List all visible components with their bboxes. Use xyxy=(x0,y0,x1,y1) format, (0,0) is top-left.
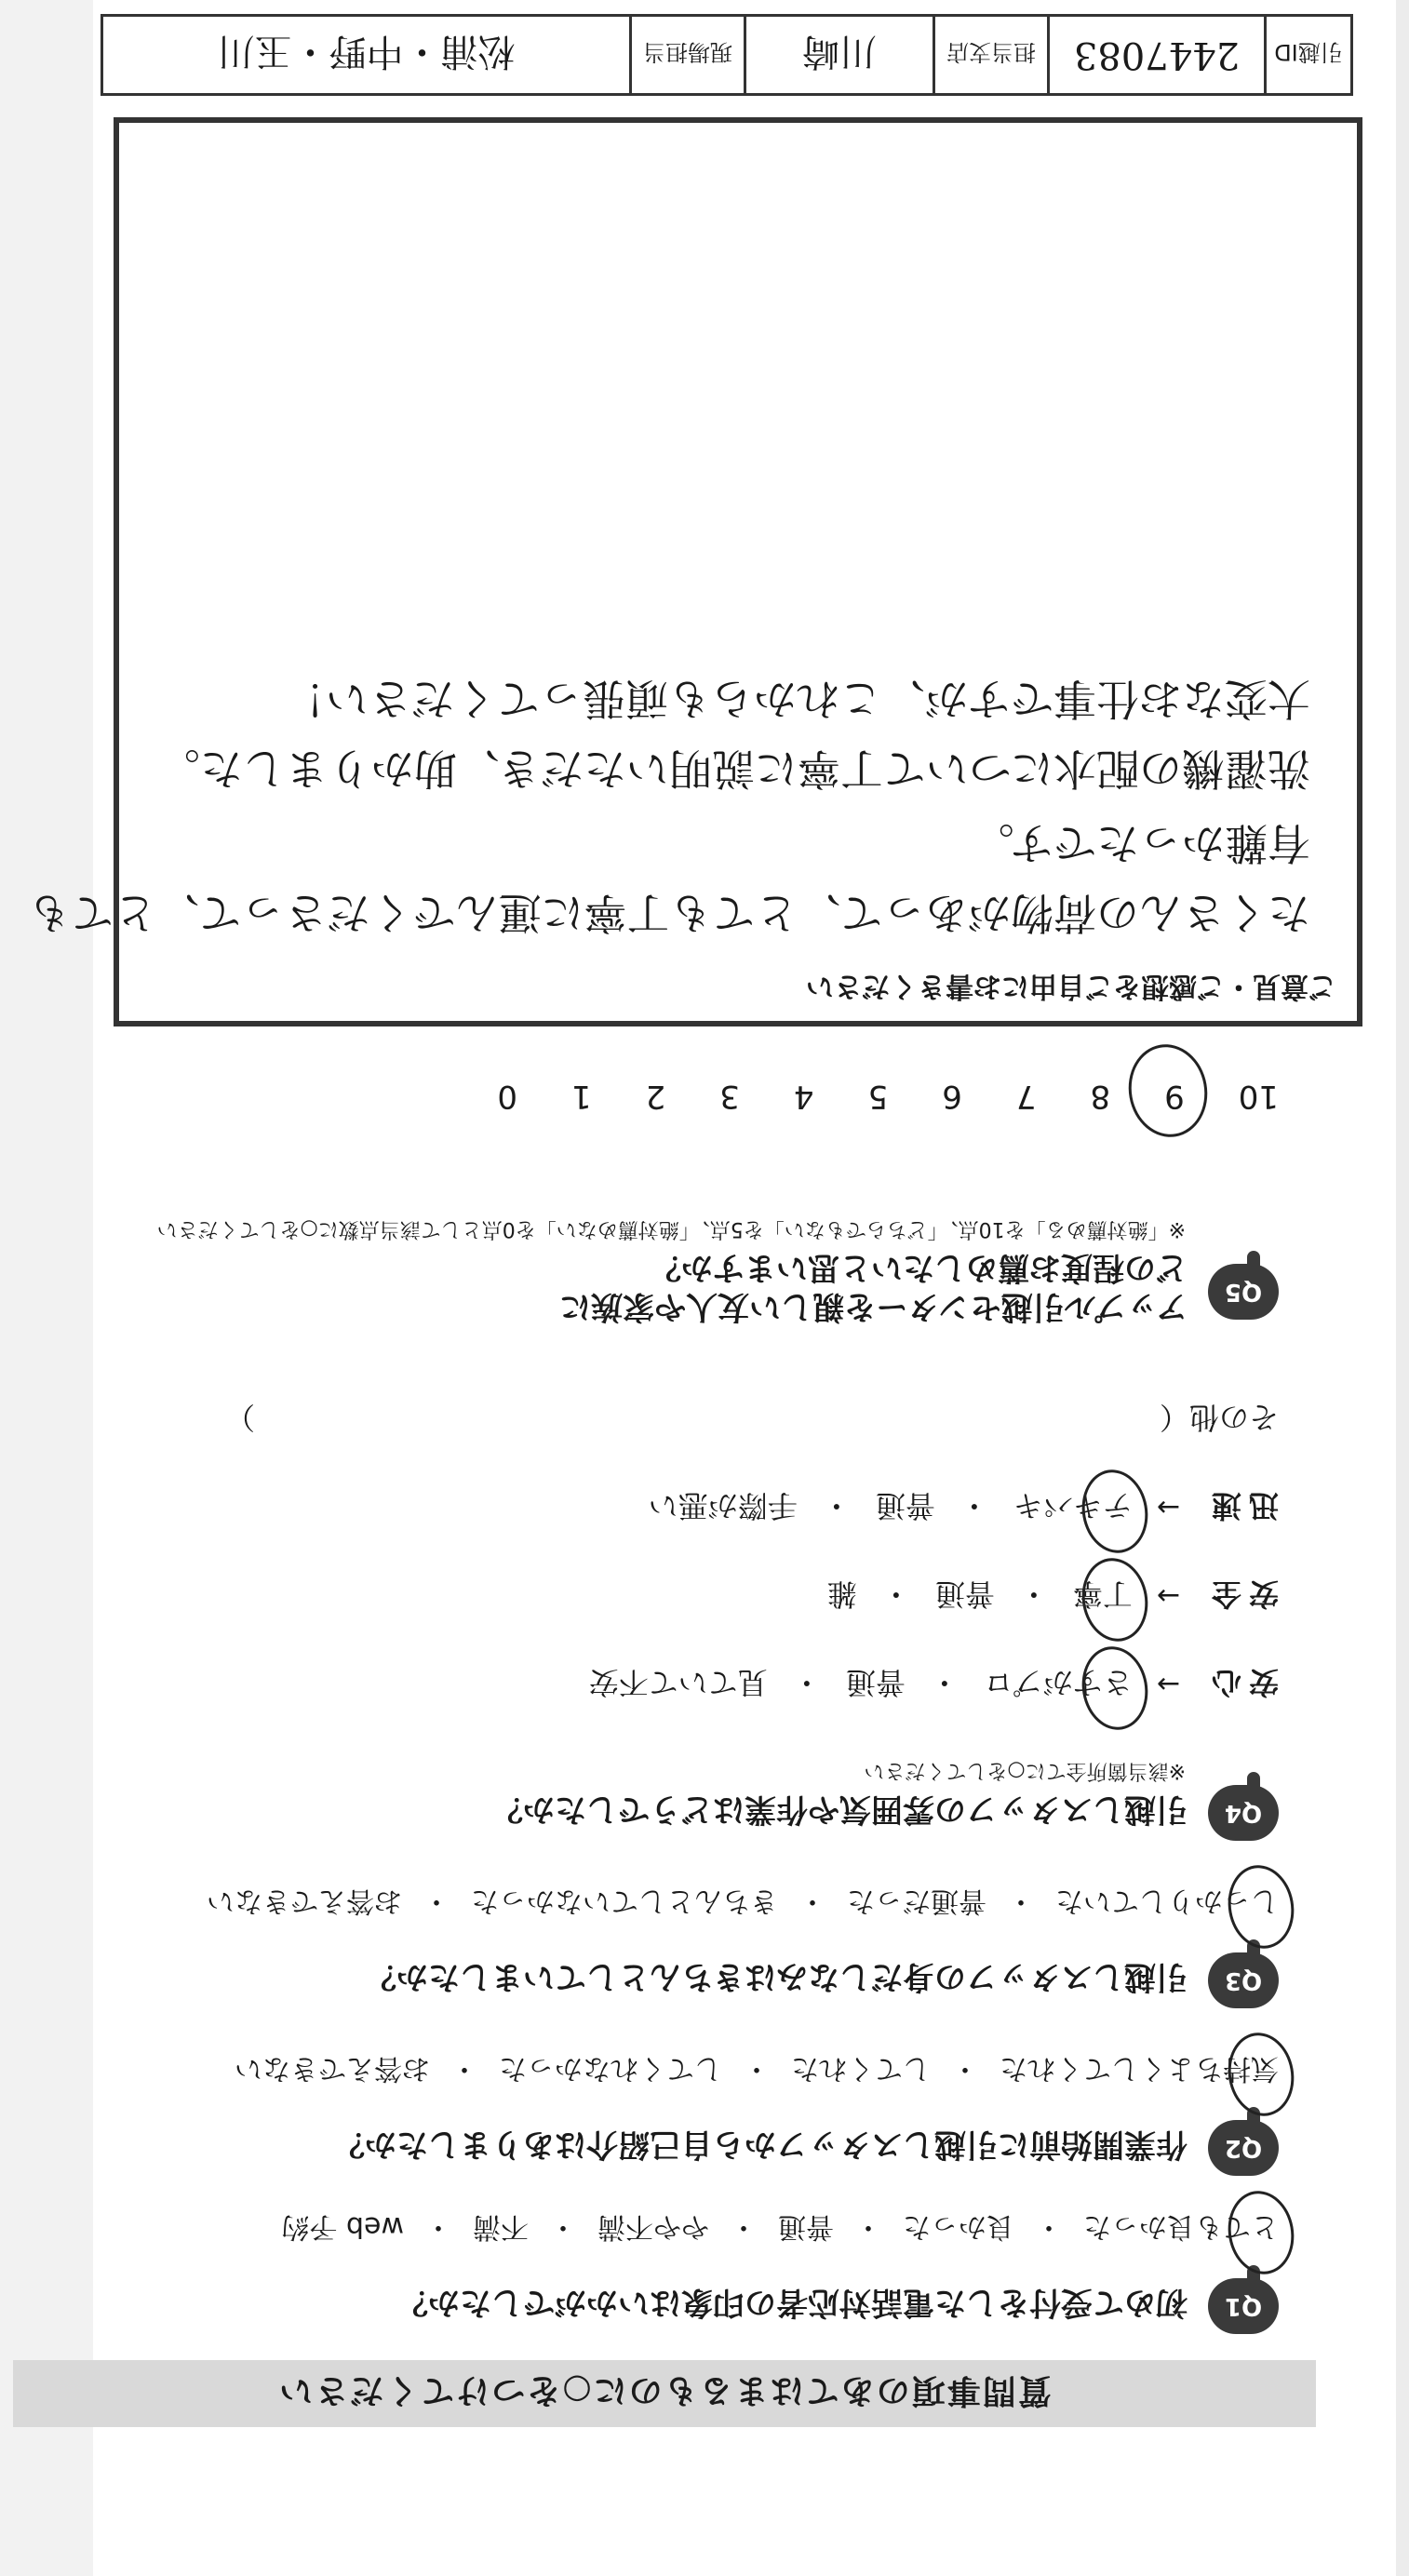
q4-option[interactable]: 普通 xyxy=(875,1488,935,1523)
q3-options: しっかりしていた ・ 普通だった ・ きちんとしていなかった ・ お答えできない xyxy=(207,1884,1279,1925)
q3-option[interactable]: お答えできない xyxy=(207,1885,402,1917)
branch-label: 担当支店 xyxy=(933,17,1047,93)
q5-text-line2: どの程度お薦めしたいと思いますか？ xyxy=(650,1249,1188,1286)
comment-line: 大変なお仕事ですが、これからも頑張ってください！ xyxy=(283,674,1310,724)
q3-option-selected[interactable]: しっかりしていた xyxy=(1055,1884,1279,1925)
instruction-banner: 質問事項のあてはまるものに○をつけてください xyxy=(13,2360,1316,2427)
scale-option-selected[interactable]: 9 xyxy=(1164,1078,1185,1115)
comment-line: 洗濯機の配水について丁寧に説明いただき、助かりました。 xyxy=(156,744,1310,794)
scale-option[interactable]: 4 xyxy=(793,1078,814,1115)
q4-other-close: ） xyxy=(224,1400,255,1435)
q4-other xyxy=(225,1398,1279,1441)
q3-text: 引越しスタッフの身だしなみはきちんとしていましたか？ xyxy=(365,1958,1188,1995)
leader-label: 現場担当 xyxy=(629,17,744,93)
q5-text-line1: アップル引越センターを親しい友人や家族に xyxy=(559,1288,1188,1325)
scale-option[interactable]: 3 xyxy=(719,1078,740,1115)
scale-option[interactable]: 2 xyxy=(645,1078,666,1115)
scale-option[interactable]: 6 xyxy=(942,1078,962,1115)
q4-badge: Q4 xyxy=(1208,1785,1279,1841)
arrow-icon: → xyxy=(1156,1491,1180,1524)
q4-note: ※該当箇所全てに○をしてください xyxy=(864,1759,1186,1782)
q2-option[interactable]: してくれなかった xyxy=(499,2052,722,2085)
q1-badge: Q1 xyxy=(1208,2278,1279,2334)
q3-option[interactable]: 普通だった xyxy=(847,1885,986,1917)
q4-row-relief: 安心 → さすがプロ ・ 普通 ・ 見ていて不安 xyxy=(589,1663,1279,1706)
q3-option[interactable]: きちんとしていなかった xyxy=(471,1885,778,1917)
q5-note: ※「絶対薦める」を10点、「どちらでもない」を5点、「絶対薦めない」を0点として該当点数に○をしてください xyxy=(156,1217,1186,1241)
q4-category: 迅速 xyxy=(1203,1488,1279,1523)
id-table xyxy=(101,14,1353,96)
scale-option[interactable]: 1 xyxy=(570,1078,592,1115)
comment-line: 有難かったです。 xyxy=(971,818,1310,868)
q4-category: 安全 xyxy=(1203,1576,1279,1612)
scale-option[interactable]: 8 xyxy=(1090,1078,1111,1115)
id-label: 引越ID xyxy=(1264,17,1350,93)
q4-text: 引越しスタッフの雰囲気や作業はどうでしたか？ xyxy=(491,1791,1188,1828)
comment-box[interactable] xyxy=(28,117,1362,1026)
q4-option-selected[interactable]: さすがプロ xyxy=(984,1663,1133,1706)
q4-option-selected[interactable]: 丁寧 xyxy=(1073,1575,1133,1617)
q1-option[interactable]: 不満 xyxy=(473,2210,529,2243)
scale-option[interactable]: 5 xyxy=(867,1078,889,1115)
q1-option[interactable]: やや不満 xyxy=(597,2210,709,2243)
q3-badge: Q3 xyxy=(1208,1952,1279,2008)
comment-line: たくさんの荷物があって、とても丁寧に運んでくださって、とても xyxy=(28,888,1310,938)
q1-option[interactable]: 普通 xyxy=(778,2210,834,2243)
q1-option[interactable]: web 予約 xyxy=(281,2210,404,2243)
arrow-icon: → xyxy=(1156,1668,1180,1701)
scan-edge xyxy=(1396,0,1409,2576)
q4-other-label: その他（ xyxy=(1159,1400,1279,1435)
q2-option[interactable]: お答えできない xyxy=(235,2052,430,2085)
q4-row-safety: 安全 → 丁寧 ・ 普通 ・ 雑 xyxy=(827,1575,1279,1617)
q2-options: 気持ちよくしてくれた ・ してくれた ・ してくれなかった ・ お答えできない xyxy=(235,2051,1279,2092)
q4-option[interactable]: 手際が悪い xyxy=(648,1488,798,1523)
q1-options: とても良かった ・ 良かった ・ 普通 ・ やや不満 ・ 不満 ・ web 予約 xyxy=(281,2209,1279,2250)
q2-option[interactable]: してくれた xyxy=(791,2052,931,2085)
id-value: 2447083 xyxy=(1047,17,1264,93)
comment-label: ご意見・ご感想をご自由にお書きください xyxy=(806,970,1336,1002)
branch-value: 川崎 xyxy=(744,17,933,93)
q1-text: 初めて受付をした電話対応者の印象はいかがでしたか？ xyxy=(396,2284,1188,2321)
q4-option-selected[interactable]: テキパキ xyxy=(1013,1486,1133,1529)
q4-row-speed: 迅速 → テキパキ ・ 普通 ・ 手際が悪い xyxy=(649,1486,1279,1529)
scale-option[interactable]: 7 xyxy=(1015,1078,1037,1115)
q2-badge: Q2 xyxy=(1208,2120,1279,2176)
q4-option[interactable]: 見ていて不安 xyxy=(588,1665,768,1700)
q4-option[interactable]: 普通 xyxy=(845,1665,906,1700)
scan-edge xyxy=(0,0,93,2576)
q2-text: 作業開始前に引越しスタッフから自己紹介はありましたか？ xyxy=(333,2126,1188,2163)
scale-option[interactable]: 10 xyxy=(1238,1078,1279,1115)
q1-option-selected[interactable]: とても良かった xyxy=(1083,2209,1279,2250)
arrow-icon: → xyxy=(1156,1579,1180,1613)
q2-option-selected[interactable]: 気持ちよくしてくれた xyxy=(1000,2051,1279,2092)
q4-option[interactable]: 普通 xyxy=(934,1576,995,1612)
scale-option[interactable]: 0 xyxy=(497,1078,517,1115)
q5-scale xyxy=(497,1078,1279,1115)
q1-option[interactable]: 良かった xyxy=(903,2210,1014,2243)
q5-badge: Q5 xyxy=(1208,1264,1279,1320)
leader-value: 松浦・中野・玉川 xyxy=(217,30,516,74)
q4-category: 安心 xyxy=(1203,1665,1279,1700)
q4-option[interactable]: 雑 xyxy=(826,1576,857,1612)
